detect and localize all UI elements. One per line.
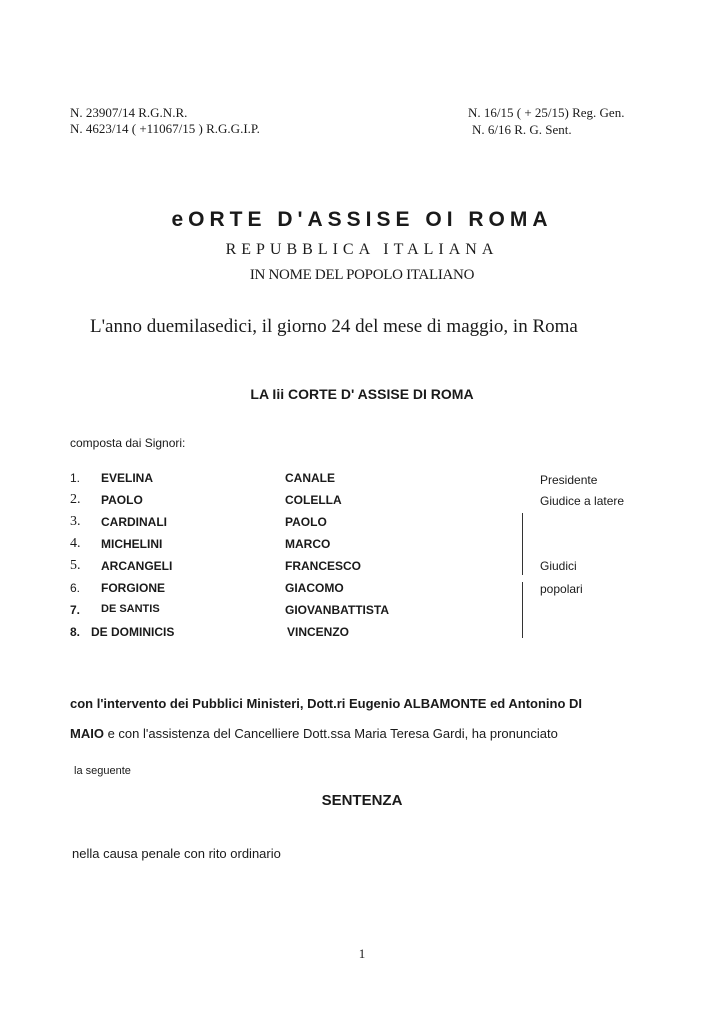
role-presidente: Presidente [540, 473, 598, 487]
member-surname: DE DOMINICIS [91, 625, 175, 639]
member-firstname: PAOLO [285, 515, 327, 529]
member-row [0, 471, 724, 493]
member-surname: PAOLO [101, 493, 143, 507]
member-number: 4. [70, 536, 81, 551]
member-number: 1. [70, 471, 81, 485]
bracket-line-lower [522, 582, 523, 638]
member-row [0, 625, 724, 647]
member-number: 7. [70, 603, 81, 617]
member-firstname: COLELLA [285, 493, 342, 507]
member-firstname: GIOVANBATTISTA [285, 603, 389, 617]
member-number: 6. [70, 581, 81, 595]
left-ref-line-2: N. 4623/14 ( +11067/15 ) R.G.G.I.P. [70, 121, 260, 136]
role-giudici: Giudici [540, 559, 577, 573]
bracket-line-upper [522, 513, 523, 575]
page-number: 1 [358, 946, 366, 961]
member-firstname: FRANCESCO [285, 559, 362, 573]
popolo-heading: IN NOME DEL POPOLO ITALIANO [249, 267, 475, 283]
member-row [0, 603, 724, 625]
right-ref-line-1: N. 16/15 ( + 25/15) Reg. Gen. [468, 105, 625, 120]
member-surname: CARDINALI [101, 515, 167, 529]
member-number: 8. [70, 625, 81, 639]
member-row [0, 515, 724, 537]
right-ref-line-2: N. 6/16 R. G. Sent. [472, 122, 572, 137]
member-number: 3. [70, 514, 81, 529]
seguente-label: la seguente [74, 765, 131, 777]
member-row [0, 581, 724, 603]
intervento-line-2 [70, 726, 558, 741]
member-firstname: MARCO [285, 537, 331, 551]
member-firstname: VINCENZO [287, 625, 350, 639]
repubblica-heading: REPUBBLICA ITALIANA [225, 241, 499, 258]
member-row [0, 537, 724, 559]
member-number: 5. [70, 558, 81, 573]
member-firstname: GIACOMO [285, 581, 344, 595]
member-surname: DE SANTIS [101, 603, 160, 615]
intervento-line-1: con l'intervento dei Pubblici Ministeri, Dott.ri Eugenio ALBAMONTE ed Antonino DI [70, 696, 583, 711]
left-ref-line-1: N. 23907/14 R.G.N.R. [70, 105, 188, 120]
member-firstname: CANALE [285, 471, 335, 485]
member-number: 2. [70, 492, 81, 507]
court-title: eORTE D'ASSISE OI ROMA [171, 208, 553, 231]
member-row [0, 559, 724, 581]
member-surname: EVELINA [101, 471, 154, 485]
composta-label: composta dai Signori: [70, 436, 186, 450]
member-surname: MICHELINI [101, 537, 163, 551]
member-surname: ARCANGELI [101, 559, 173, 573]
court-section-heading: LA Iii CORTE D' ASSISE DI ROMA [250, 386, 474, 402]
sentenza-heading: SENTENZA [321, 792, 403, 809]
role-popolari: popolari [540, 582, 583, 596]
member-surname: FORGIONE [101, 581, 166, 595]
role-giudice-a-latere: Giudice a latere [540, 494, 625, 508]
intervento-name: MAIO [70, 726, 104, 741]
causa-line: nella causa penale con rito ordinario [72, 846, 281, 861]
date-line: L'anno duemilasedici, il giorno 24 del mese di maggio, in Roma [90, 316, 578, 337]
intervento-rest: e con l'assistenza del Cancelliere Dott.ssa Maria Teresa Gardi, ha pronunciato [103, 726, 558, 741]
